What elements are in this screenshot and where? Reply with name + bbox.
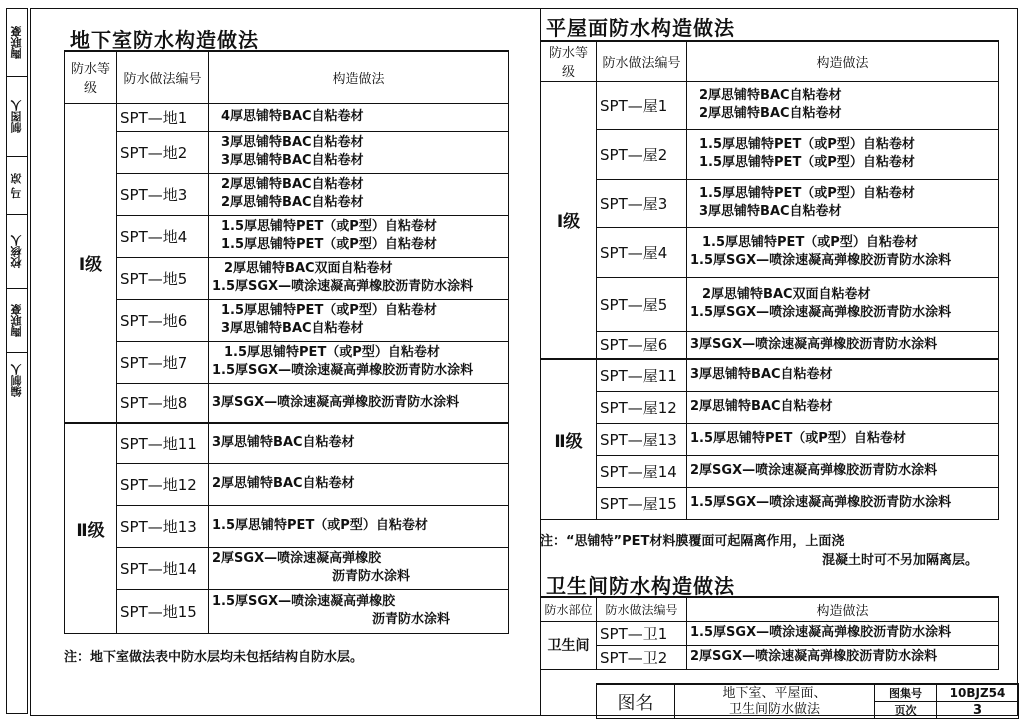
- sidebar-cell: 马 凉: [7, 157, 27, 215]
- basement-note: 注：地下室做法表中防水层均未包括结构自防水层。: [64, 650, 364, 665]
- signature-sidebar: [6, 8, 28, 714]
- method-code: SPT—卫1: [597, 621, 687, 645]
- grade-1-label: Ⅰ级: [65, 103, 117, 423]
- header-grade: 防水等级: [541, 41, 597, 81]
- method-code: SPT—地6: [117, 299, 209, 341]
- page-label: 页次: [875, 702, 937, 719]
- method-code: SPT—屋4: [597, 227, 687, 277]
- method-cell: 1.5厚SGX—喷涂速凝高弹橡胶 沥青防水涂料: [209, 589, 509, 633]
- atlas-label: 图集号: [875, 684, 937, 702]
- method-code: SPT—屋2: [597, 129, 687, 179]
- bathroom-part-label: 卫生间: [541, 621, 597, 669]
- roof-note-line1: 注：“思铺特”PET材料膜覆面可起隔离作用，上面浇: [540, 534, 845, 549]
- sidebar-cell: 校核人: [7, 215, 27, 289]
- method-cell: 3厚SGX—喷涂速凝高弹橡胶沥青防水涂料: [687, 331, 999, 359]
- roof-table: [540, 40, 999, 520]
- method-cell: 2厚SGX—喷涂速凝高弹橡胶 沥青防水涂料: [209, 547, 509, 589]
- method-cell: 1.5厚思铺特PET（或P型）自粘卷材 1.5厚SGX—喷涂速凝高弹橡胶沥青防水涂料: [209, 341, 509, 383]
- method-code: SPT—地2: [117, 131, 209, 173]
- page-number: 3: [937, 702, 1019, 719]
- basement-table: [64, 50, 509, 634]
- method-code: SPT—地5: [117, 257, 209, 299]
- method-cell: 3厚思铺特BAC自粘卷材: [687, 359, 999, 391]
- method-code: SPT—地11: [117, 423, 209, 463]
- method-code: SPT—屋3: [597, 179, 687, 227]
- method-code: SPT—地4: [117, 215, 209, 257]
- atlas-number: 10BJZ54: [937, 684, 1019, 702]
- method-code: SPT—地7: [117, 341, 209, 383]
- method-cell: 2厚思铺特BAC自粘卷材: [687, 391, 999, 423]
- method-code: SPT—卫2: [597, 645, 687, 669]
- grade-1-label: Ⅰ级: [541, 81, 597, 359]
- header-method: 构造做法: [687, 597, 999, 621]
- method-cell: 2厚思铺特BAC自粘卷材 2厚思铺特BAC自粘卷材: [687, 81, 999, 129]
- method-cell: 2厚思铺特BAC双面自粘卷材 1.5厚SGX—喷涂速凝高弹橡胶沥青防水涂料: [209, 257, 509, 299]
- header-method: 构造做法: [209, 51, 509, 103]
- sidebar-cell: 编制人: [10, 363, 23, 397]
- method-code: SPT—屋5: [597, 277, 687, 331]
- method-cell: 3厚思铺特BAC自粘卷材: [209, 423, 509, 463]
- method-cell: 2厚思铺特BAC自粘卷材: [209, 463, 509, 505]
- method-code: SPT—地3: [117, 173, 209, 215]
- title-block: [596, 683, 1019, 719]
- sidebar-cell: 陶联豪: [7, 9, 27, 77]
- header-part: 防水部位: [541, 597, 597, 621]
- method-code: SPT—地13: [117, 505, 209, 547]
- method-code: SPT—屋14: [597, 455, 687, 487]
- grade-2-label: Ⅱ级: [65, 423, 117, 633]
- method-cell: 3厚思铺特BAC自粘卷材 3厚思铺特BAC自粘卷材: [209, 131, 509, 173]
- drawing-name: 地下室、平屋面、 卫生间防水做法: [675, 684, 875, 719]
- header-code: 防水做法编号: [597, 41, 687, 81]
- method-cell: 2厚SGX—喷涂速凝高弹橡胶沥青防水涂料: [687, 645, 999, 669]
- method-code: SPT—屋1: [597, 81, 687, 129]
- method-code: SPT—地12: [117, 463, 209, 505]
- method-cell: 1.5厚思铺特PET（或P型）自粘卷材: [687, 423, 999, 455]
- roof-title: 平屋面防水构造做法: [546, 16, 735, 40]
- method-cell: 2厚思铺特BAC自粘卷材 2厚思铺特BAC自粘卷材: [209, 173, 509, 215]
- sidebar-cell: 陶联豪: [7, 289, 27, 353]
- method-code: SPT—地15: [117, 589, 209, 633]
- method-code: SPT—地8: [117, 383, 209, 423]
- bathroom-title: 卫生间防水构造做法: [546, 574, 735, 598]
- method-cell: 2厚SGX—喷涂速凝高弹橡胶沥青防水涂料: [687, 455, 999, 487]
- sidebar-cell: 制图人: [7, 77, 27, 157]
- method-cell: 4厚思铺特BAC自粘卷材: [209, 103, 509, 131]
- method-cell: 1.5厚思铺特PET（或P型）自粘卷材 1.5厚思铺特PET（或P型）自粘卷材: [209, 215, 509, 257]
- method-cell: 1.5厚思铺特PET（或P型）自粘卷材: [209, 505, 509, 547]
- method-cell: 2厚思铺特BAC双面自粘卷材 1.5厚SGX—喷涂速凝高弹橡胶沥青防水涂料: [687, 277, 999, 331]
- method-code: SPT—屋13: [597, 423, 687, 455]
- drawing-name-label: 图名: [597, 684, 675, 719]
- method-cell: 1.5厚思铺特PET（或P型）自粘卷材 3厚思铺特BAC自粘卷材: [209, 299, 509, 341]
- basement-title: 地下室防水构造做法: [70, 28, 259, 52]
- grade-2-label: Ⅱ级: [541, 359, 597, 519]
- method-code: SPT—地14: [117, 547, 209, 589]
- method-code: SPT—屋11: [597, 359, 687, 391]
- bathroom-table: [540, 596, 999, 670]
- header-grade: 防水等级: [65, 51, 117, 103]
- header-method: 构造做法: [687, 41, 999, 81]
- method-cell: 1.5厚思铺特PET（或P型）自粘卷材 1.5厚思铺特PET（或P型）自粘卷材: [687, 129, 999, 179]
- method-cell: 1.5厚思铺特PET（或P型）自粘卷材 1.5厚SGX—喷涂速凝高弹橡胶沥青防水涂料: [687, 227, 999, 277]
- roof-note-line2: 混凝土时可不另加隔离层。: [822, 553, 979, 568]
- method-code: SPT—屋6: [597, 331, 687, 359]
- method-code: SPT—屋15: [597, 487, 687, 519]
- method-cell: 1.5厚SGX—喷涂速凝高弹橡胶沥青防水涂料: [687, 621, 999, 645]
- method-cell: 1.5厚SGX—喷涂速凝高弹橡胶沥青防水涂料: [687, 487, 999, 519]
- method-code: SPT—地1: [117, 103, 209, 131]
- method-cell: 3厚SGX—喷涂速凝高弹橡胶沥青防水涂料: [209, 383, 509, 423]
- header-code: 防水做法编号: [117, 51, 209, 103]
- header-code: 防水做法编号: [597, 597, 687, 621]
- method-cell: 1.5厚思铺特PET（或P型）自粘卷材 3厚思铺特BAC自粘卷材: [687, 179, 999, 227]
- method-code: SPT—屋12: [597, 391, 687, 423]
